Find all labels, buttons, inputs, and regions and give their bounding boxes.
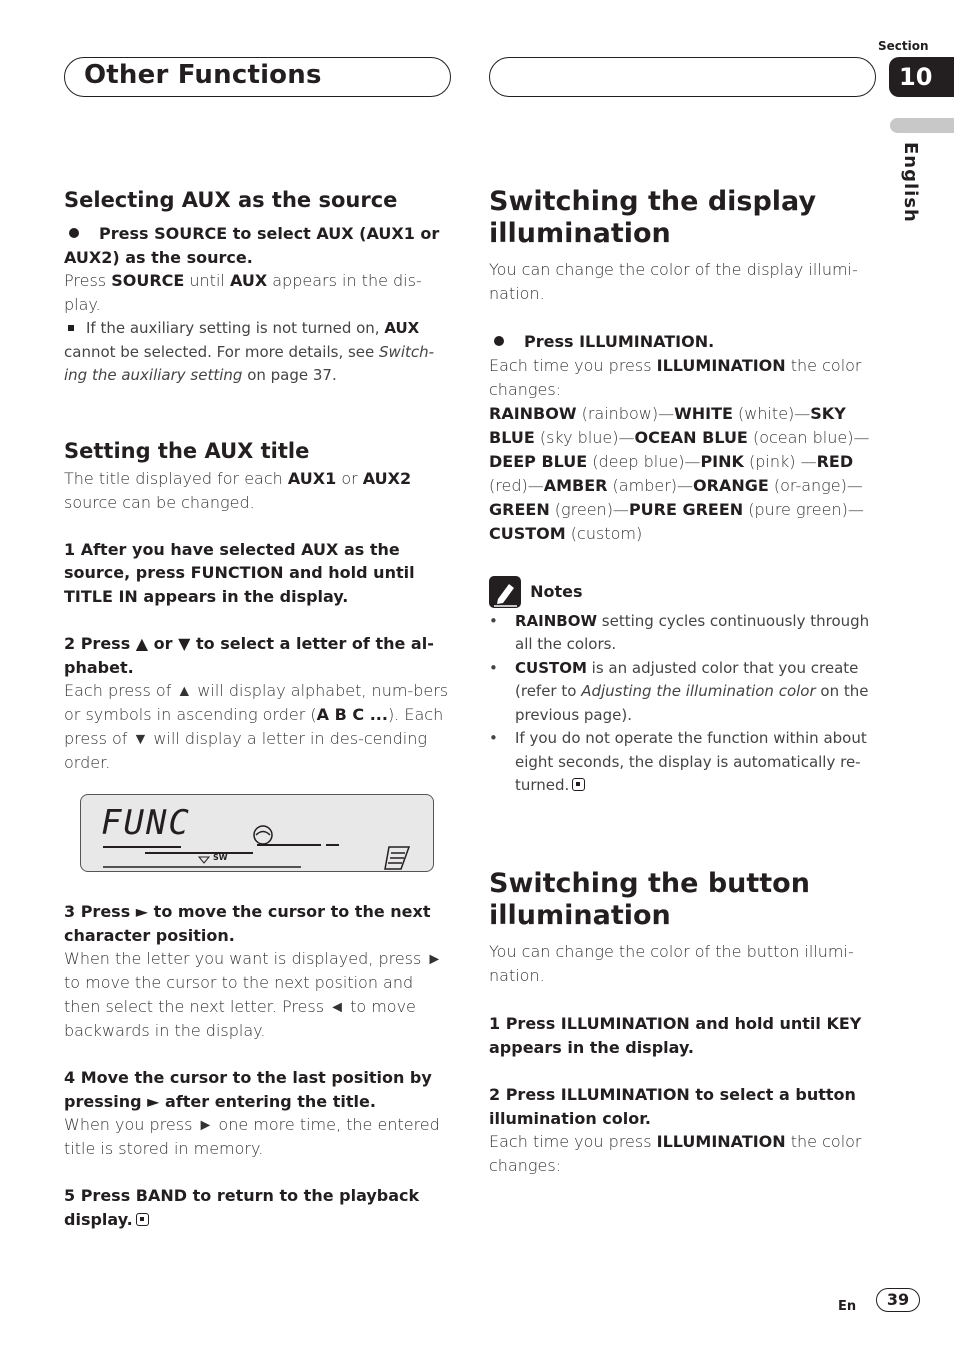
lcd-sw-label: SW — [213, 853, 228, 862]
left-column — [64, 186, 452, 775]
page-title: Other Functions — [84, 60, 322, 90]
heading-button-illumination: Switching the button illumination — [489, 868, 810, 931]
aux-title-step-3: 3 Press ► to move the cursor to the next character position. — [64, 902, 431, 945]
color-desc: (green)— — [549, 499, 629, 519]
color-desc: (deep blue)— — [587, 451, 701, 471]
language-tab-bar — [890, 118, 954, 133]
button-illumination-body: Each time you press ILLUMINATION the color changes: — [489, 1132, 862, 1175]
notes-label: Notes — [530, 582, 583, 601]
color-desc: (or-ange)— — [768, 475, 863, 495]
color-desc: (rainbow)— — [576, 403, 675, 423]
step-aux-source: Press SOURCE to select AUX (AUX1 or AUX2) as the source. — [64, 224, 440, 267]
aux-source-note: If the auxiliary setting is not turned on, AUX cannot be selected. For more details, see Switch-ing the auxiliary setting on page 37. — [64, 319, 435, 384]
color-name: DEEP BLUE — [489, 451, 588, 471]
note-item: • CUSTOM is an adjusted color that you create (refer to Adjusting the illumination color on the previous page). — [489, 658, 869, 724]
pencil-icon — [489, 576, 521, 608]
section-number-badge: 10 — [889, 57, 954, 97]
lcd-segments-graphic — [81, 795, 435, 873]
color-name: RED — [816, 451, 854, 471]
bullet-icon: • — [489, 611, 498, 630]
color-desc: (custom) — [565, 523, 643, 543]
color-name: WHITE — [674, 403, 733, 423]
header-right-frame — [489, 57, 876, 97]
color-name: CUSTOM — [489, 523, 566, 543]
aux-title-intro: The title displayed for each AUX1 or AUX2 source can be changed. — [64, 468, 412, 512]
color-desc: (red)— — [489, 475, 544, 495]
note-item: • RAINBOW setting cycles continuously through all the colors. — [489, 611, 870, 653]
aux-title-step-5: 5 Press BAND to return to the playback display. — [64, 1186, 420, 1229]
page-number: 39 — [876, 1288, 920, 1312]
right-column — [489, 186, 879, 798]
color-name: RAINBOW — [489, 403, 577, 423]
aux-title-step-3-body: When the letter you want is displayed, press ► to move the cursor to the next position and then select the next letter. Press ◄ to move backwards in the display. — [64, 949, 443, 1040]
color-name: GREEN — [489, 499, 550, 519]
display-illumination-body: Each time you press ILLUMINATION the color changes: — [489, 355, 862, 399]
heading-aux-source: Selecting AUX as the source — [64, 188, 398, 212]
aux-title-step-2-body: Each press of ▲ will display alphabet, num-bers or symbols in ascending order (A B C ...). Each press of ▼ will display a letter in des-cending order. — [64, 681, 449, 772]
display-illumination-intro: You can change the color of the display illumi-nation. — [489, 260, 858, 303]
aux-title-step-2: 2 Press ▲ or ▼ to select a letter of the al-phabet. — [64, 634, 434, 677]
aux-title-step-4-body: When you press ► one more time, the entered title is stored in memory. — [64, 1115, 440, 1158]
heading-aux-title: Setting the AUX title — [64, 438, 310, 463]
note-item: • If you do not operate the function within about eight seconds, the display is automatically re-turned. — [489, 729, 867, 794]
notes-list — [489, 610, 879, 798]
language-label: English — [900, 142, 921, 223]
end-mark-icon — [572, 778, 585, 791]
section-label: Section — [878, 39, 929, 53]
notes-header — [489, 576, 879, 610]
color-name: ORANGE — [693, 475, 769, 495]
display-illumination-step: Press ILLUMINATION. — [489, 330, 879, 354]
button-illumination-intro: You can change the color of the button illumi-nation. — [489, 942, 854, 985]
footer-language: En — [838, 1299, 857, 1314]
color-desc: (pink) — — [743, 451, 817, 471]
aux-source-body: Press SOURCE until AUX appears in the dis-play. — [64, 271, 422, 314]
square-bullet-icon — [68, 325, 74, 331]
aux-title-step-4: 4 Move the cursor to the last position by pressing ► after entering the title. — [64, 1068, 432, 1111]
color-desc: (white)— — [732, 403, 811, 423]
bullet-dot-icon — [494, 336, 504, 346]
color-name: PINK — [700, 451, 744, 471]
right-column-lower — [489, 868, 879, 1178]
lcd-text: FUNC — [101, 803, 191, 843]
button-illumination-step-1: 1 Press ILLUMINATION and hold until KEY appears in the display. — [489, 1014, 862, 1057]
bullet-dot-icon — [69, 228, 79, 238]
color-sequence — [489, 402, 879, 546]
color-name: SKY BLUE — [489, 403, 846, 447]
bullet-icon: • — [489, 729, 498, 747]
color-name: OCEAN BLUE — [634, 427, 748, 447]
aux-title-step-1: 1 After you have selected AUX as the source, press FUNCTION and hold until TITLE IN appears in the display. — [64, 539, 415, 606]
lcd-display-illustration — [80, 794, 434, 872]
end-mark-icon — [136, 1213, 149, 1226]
bullet-icon: • — [489, 658, 498, 677]
color-name: AMBER — [543, 475, 608, 495]
left-column-lower — [64, 900, 452, 1231]
color-name: PURE GREEN — [628, 499, 744, 519]
color-desc: (amber)— — [607, 475, 694, 495]
button-illumination-step-2: 2 Press ILLUMINATION to select a button illumination color. — [489, 1085, 856, 1128]
heading-display-illumination: Switching the display illumination — [489, 186, 817, 249]
color-desc: (sky blue)— — [534, 427, 635, 447]
color-desc: (pure green)— — [743, 499, 864, 519]
color-desc: (ocean blue)— — [747, 427, 870, 447]
